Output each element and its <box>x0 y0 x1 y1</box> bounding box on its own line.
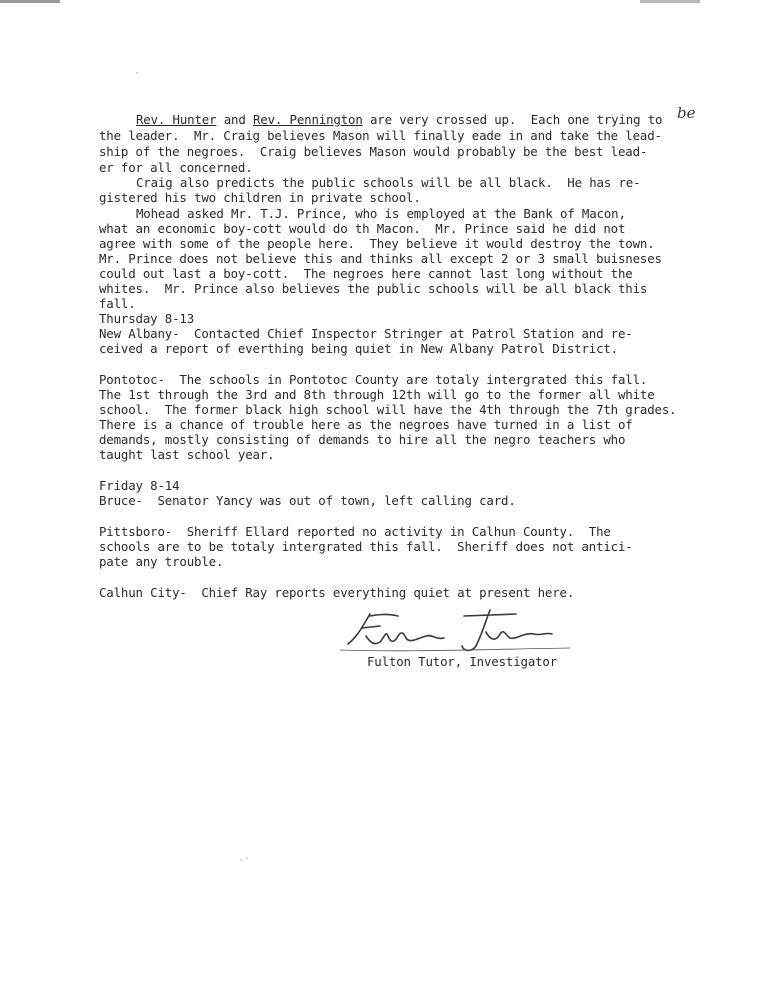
text-line-1: Rev. Hunter and Rev. Pennington are very crossed up. Each one trying to <box>136 112 663 127</box>
handwritten-insert: be <box>677 104 696 122</box>
text-line-27: pate any trouble. <box>99 554 224 569</box>
date-heading-friday: Friday 8-14 <box>99 478 180 493</box>
text-line-7: Mohead asked Mr. T.J. Prince, who is employed at the Bank of Macon, <box>136 206 626 221</box>
handwritten-signature <box>340 606 600 660</box>
text-line-2: the leader. Mr. Craig believes Mason will finally eade in and take the lead- <box>99 128 662 143</box>
text-line-4: er for all concerned. <box>99 160 253 175</box>
text-line-12: whites. Mr. Prince also believes the public schools will be all black this <box>99 281 648 296</box>
text-line-10: Mr. Prince does not believe this and thinks all except 2 or 3 small buisneses <box>99 251 662 266</box>
text-line-26: schools are to be totaly intergrated this fall. Sheriff does not antici- <box>99 539 633 554</box>
scan-speck: · <box>134 68 141 79</box>
text-line-28: Calhun City- Chief Ray reports everything quiet at present here. <box>99 585 575 600</box>
scan-edge <box>0 0 763 3</box>
text-line-18: The 1st through the 3rd and 8th through 12th will go to the former all white <box>99 387 655 402</box>
text-line-20: There is a chance of trouble here as the negroes have turned in a list of <box>99 417 633 432</box>
date-heading-thursday: Thursday 8-13 <box>99 311 195 326</box>
text-line-16: ceived a report of everthing being quiet in New Albany Patrol District. <box>99 341 618 356</box>
text-line-21: demands, mostly consisting of demands to hire all the negro teachers who <box>99 432 626 447</box>
scan-speck: .- <box>238 853 251 864</box>
text-line-15: New Albany- Contacted Chief Inspector Stringer at Patrol Station and re- <box>99 326 633 341</box>
text-line-24: Bruce- Senator Yancy was out of town, left calling card. <box>99 493 516 508</box>
text-line-9: agree with some of the people here. They believe it would destroy the town. <box>99 236 655 251</box>
text-line-22: taught last school year. <box>99 447 275 462</box>
text-line-3: ship of the negroes. Craig believes Mason would probably be the best lead- <box>99 144 648 159</box>
text-line-19: school. The former black high school will have the 4th through the 7th grades. <box>99 402 677 417</box>
text-line-11: could out last a boy-cott. The negroes here cannot last long without the <box>99 266 633 281</box>
text-line-6: gistered his two children in private school. <box>99 190 421 205</box>
text-line-5: Craig also predicts the public schools will be all black. He has re- <box>136 175 641 190</box>
text-line-25: Pittsboro- Sheriff Ellard reported no activity in Calhun County. The <box>99 524 611 539</box>
text-line-8: what an economic boy-cott would do th Macon. Mr. Prince said he did not <box>99 221 626 236</box>
text-line-13: fall. <box>99 296 136 311</box>
text-line-17: Pontotoc- The schools in Pontotoc County are totaly intergrated this fall. <box>99 372 648 387</box>
signature-name: Fulton Tutor, Investigator <box>367 654 558 669</box>
